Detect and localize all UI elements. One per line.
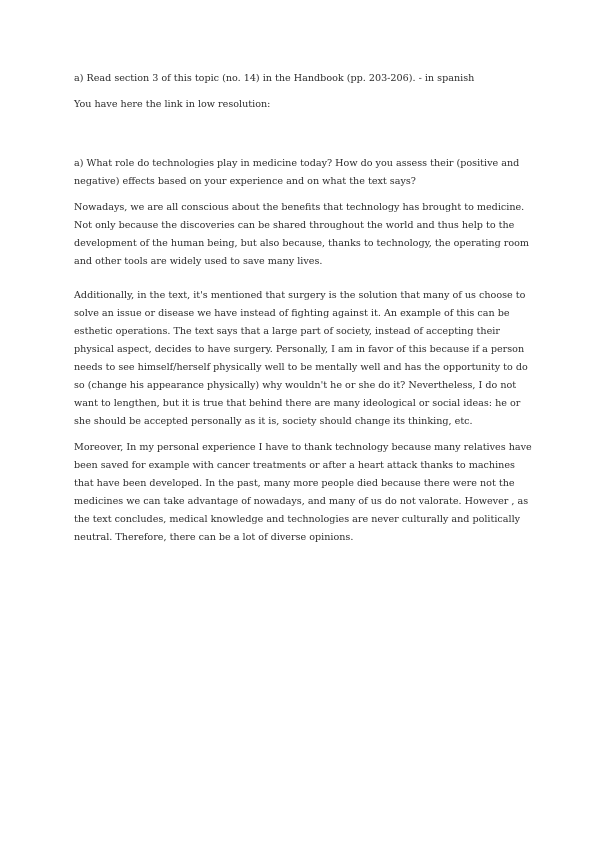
link-note-text: You have here the link in low resolution: — [74, 99, 271, 110]
answer-paragraph-2: Additionally, in the text, it's mentioned that surgery is the solution that many of us choose to solve an issue or disease we have instead of fighting against it. An example of this can be esthetic operations. The text says that a large part of society, instead of accepting their physical aspect, decides to have surgery. Personally, I am in favor of this because if a person needs to see himself/herself physically well to be mentally well and has the opportunity to do so (change his appearance physically) why wouldn't he or she do it? Nevertheless, I do not want to lengthen, but it is true that behind there are many ideological or social ideas: he or she should be accepted personally as it is, society should change its thinking, etc. — [74, 290, 528, 427]
instruction-text: a) Read section 3 of this topic (no. 14) in the Handbook (pp. 203-206). - in spanish — [74, 73, 475, 84]
answer-paragraph-1: Nowadays, we are all conscious about the benefits that technology has brought to medicine. Not only because the discoveries can be shared throughout the world and thus help to the development of the human being, but also because, thanks to technology, the operating room and other tools are widely used to save many lives. — [74, 202, 530, 267]
question-text: a) What role do technologies play in medicine today? How do you assess their (positive and negative) effects based on your experience and on what the text says? — [74, 158, 520, 187]
answer-paragraph-3: Moreover, In my personal experience I have to thank technology because many relatives have been saved for example with cancer treatments or after a heart attack thanks to machines that have been developed. In the past, many more people died because there were not the medicines we can take advantage of nowadays, and many of us do not valorate. However , as the text concludes, medical knowledge and technologies are never culturally and politically neutral. Therefore, there can be a lot of diverse opinions. — [74, 442, 532, 543]
